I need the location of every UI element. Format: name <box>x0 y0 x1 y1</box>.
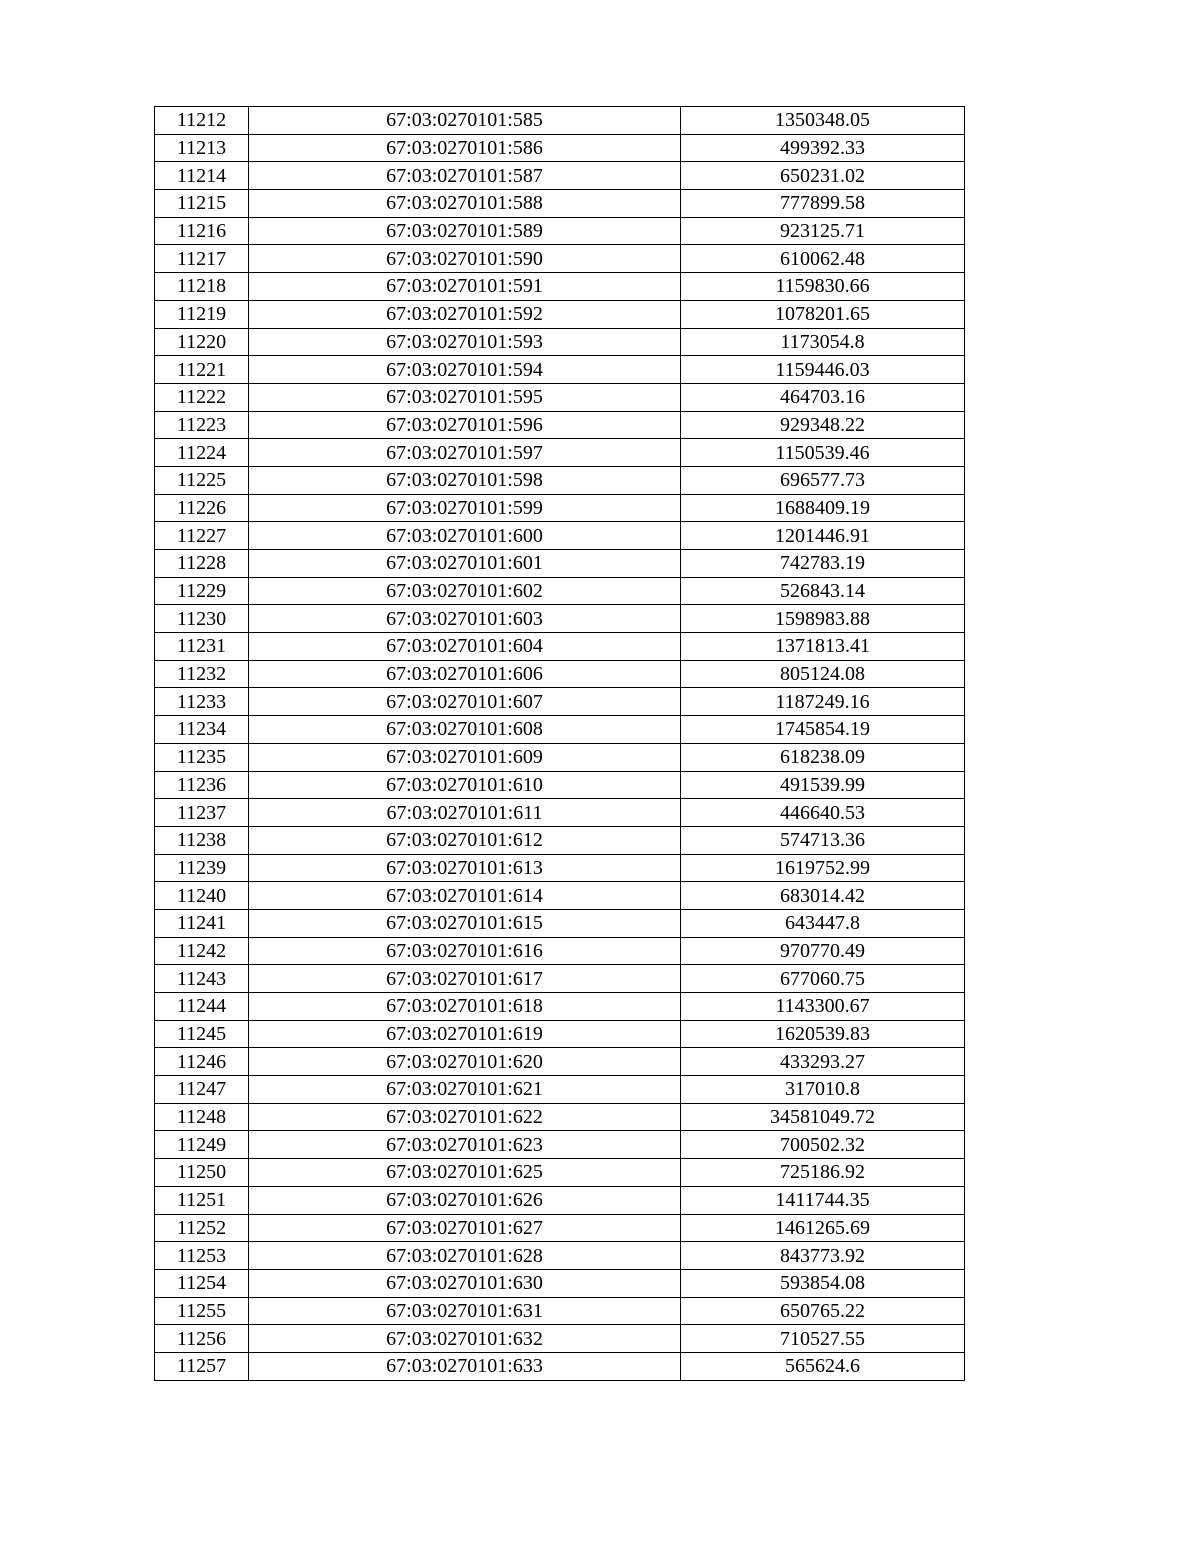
table-row <box>155 328 965 356</box>
row-number-cell: 11238 <box>155 826 249 854</box>
cadastral-number-cell: 67:03:0270101:621 <box>249 1076 681 1104</box>
row-number-cell: 11252 <box>155 1214 249 1242</box>
cadastral-value-cell: 777899.58 <box>681 190 965 218</box>
cadastral-number-cell: 67:03:0270101:625 <box>249 1159 681 1187</box>
table-row <box>155 965 965 993</box>
cadastral-value-cell: 574713.36 <box>681 826 965 854</box>
cadastral-value-cell: 1143300.67 <box>681 993 965 1021</box>
table-row <box>155 1352 965 1380</box>
row-number-cell: 11245 <box>155 1020 249 1048</box>
cadastral-value-cell: 464703.16 <box>681 383 965 411</box>
cadastral-number-cell: 67:03:0270101:623 <box>249 1131 681 1159</box>
row-number-cell: 11251 <box>155 1186 249 1214</box>
cadastral-value-cell: 1461265.69 <box>681 1214 965 1242</box>
cadastral-value-cell: 1078201.65 <box>681 300 965 328</box>
table-row <box>155 439 965 467</box>
row-number-cell: 11223 <box>155 411 249 439</box>
table-row <box>155 688 965 716</box>
row-number-cell: 11248 <box>155 1103 249 1131</box>
row-number-cell: 11228 <box>155 550 249 578</box>
cadastral-value-cell: 683014.42 <box>681 882 965 910</box>
cadastral-number-cell: 67:03:0270101:630 <box>249 1269 681 1297</box>
cadastral-value-cell: 317010.8 <box>681 1076 965 1104</box>
row-number-cell: 11240 <box>155 882 249 910</box>
table-row <box>155 300 965 328</box>
cadastral-value-cell: 1350348.05 <box>681 107 965 135</box>
cadastral-number-cell: 67:03:0270101:632 <box>249 1325 681 1353</box>
cadastral-number-cell: 67:03:0270101:612 <box>249 826 681 854</box>
cadastral-number-cell: 67:03:0270101:609 <box>249 743 681 771</box>
table-row <box>155 356 965 384</box>
cadastral-value-cell: 1150539.46 <box>681 439 965 467</box>
cadastral-value-cell: 970770.49 <box>681 937 965 965</box>
table-row <box>155 466 965 494</box>
row-number-cell: 11227 <box>155 522 249 550</box>
row-number-cell: 11242 <box>155 937 249 965</box>
cadastral-value-cell: 643447.8 <box>681 909 965 937</box>
cadastral-value-cell: 1159830.66 <box>681 273 965 301</box>
cadastral-value-cell: 565624.6 <box>681 1352 965 1380</box>
cadastral-number-cell: 67:03:0270101:591 <box>249 273 681 301</box>
cadastral-value-cell: 526843.14 <box>681 577 965 605</box>
row-number-cell: 11232 <box>155 660 249 688</box>
row-number-cell: 11231 <box>155 633 249 661</box>
row-number-cell: 11234 <box>155 716 249 744</box>
row-number-cell: 11237 <box>155 799 249 827</box>
cadastral-value-cell: 1173054.8 <box>681 328 965 356</box>
cadastral-value-cell: 1371813.41 <box>681 633 965 661</box>
row-number-cell: 11218 <box>155 273 249 301</box>
row-number-cell: 11255 <box>155 1297 249 1325</box>
cadastral-number-cell: 67:03:0270101:628 <box>249 1242 681 1270</box>
table-row <box>155 1214 965 1242</box>
cadastral-number-cell: 67:03:0270101:618 <box>249 993 681 1021</box>
cadastral-value-cell: 491539.99 <box>681 771 965 799</box>
table-row <box>155 1242 965 1270</box>
table-row <box>155 107 965 135</box>
row-number-cell: 11247 <box>155 1076 249 1104</box>
row-number-cell: 11222 <box>155 383 249 411</box>
cadastral-number-cell: 67:03:0270101:607 <box>249 688 681 716</box>
cadastral-value-cell: 1745854.19 <box>681 716 965 744</box>
table-row <box>155 273 965 301</box>
cadastral-value-cell: 677060.75 <box>681 965 965 993</box>
cadastral-value-table <box>154 106 965 1381</box>
row-number-cell: 11233 <box>155 688 249 716</box>
cadastral-number-cell: 67:03:0270101:588 <box>249 190 681 218</box>
row-number-cell: 11246 <box>155 1048 249 1076</box>
table-row <box>155 162 965 190</box>
table-row <box>155 854 965 882</box>
table-row <box>155 771 965 799</box>
table-row <box>155 1048 965 1076</box>
row-number-cell: 11217 <box>155 245 249 273</box>
row-number-cell: 11244 <box>155 993 249 1021</box>
cadastral-number-cell: 67:03:0270101:615 <box>249 909 681 937</box>
row-number-cell: 11253 <box>155 1242 249 1270</box>
cadastral-number-cell: 67:03:0270101:603 <box>249 605 681 633</box>
cadastral-value-cell: 742783.19 <box>681 550 965 578</box>
cadastral-value-cell: 710527.55 <box>681 1325 965 1353</box>
cadastral-number-cell: 67:03:0270101:587 <box>249 162 681 190</box>
cadastral-number-cell: 67:03:0270101:626 <box>249 1186 681 1214</box>
table-row <box>155 383 965 411</box>
table-row <box>155 550 965 578</box>
row-number-cell: 11243 <box>155 965 249 993</box>
cadastral-number-cell: 67:03:0270101:589 <box>249 217 681 245</box>
cadastral-value-cell: 700502.32 <box>681 1131 965 1159</box>
cadastral-value-cell: 843773.92 <box>681 1242 965 1270</box>
table-row <box>155 937 965 965</box>
table-row <box>155 577 965 605</box>
cadastral-value-cell: 696577.73 <box>681 466 965 494</box>
cadastral-number-cell: 67:03:0270101:604 <box>249 633 681 661</box>
cadastral-number-cell: 67:03:0270101:585 <box>249 107 681 135</box>
row-number-cell: 11225 <box>155 466 249 494</box>
row-number-cell: 11250 <box>155 1159 249 1187</box>
table-row <box>155 743 965 771</box>
table-row <box>155 494 965 522</box>
cadastral-number-cell: 67:03:0270101:602 <box>249 577 681 605</box>
table-row <box>155 245 965 273</box>
table-row <box>155 1325 965 1353</box>
cadastral-number-cell: 67:03:0270101:620 <box>249 1048 681 1076</box>
cadastral-number-cell: 67:03:0270101:608 <box>249 716 681 744</box>
cadastral-value-cell: 923125.71 <box>681 217 965 245</box>
cadastral-value-cell: 1187249.16 <box>681 688 965 716</box>
cadastral-number-cell: 67:03:0270101:627 <box>249 1214 681 1242</box>
cadastral-number-cell: 67:03:0270101:606 <box>249 660 681 688</box>
cadastral-value-cell: 610062.48 <box>681 245 965 273</box>
table-row <box>155 882 965 910</box>
row-number-cell: 11219 <box>155 300 249 328</box>
row-number-cell: 11235 <box>155 743 249 771</box>
cadastral-number-cell: 67:03:0270101:598 <box>249 466 681 494</box>
cadastral-value-cell: 593854.08 <box>681 1269 965 1297</box>
table-row <box>155 660 965 688</box>
cadastral-number-cell: 67:03:0270101:596 <box>249 411 681 439</box>
row-number-cell: 11216 <box>155 217 249 245</box>
cadastral-number-cell: 67:03:0270101:616 <box>249 937 681 965</box>
cadastral-number-cell: 67:03:0270101:633 <box>249 1352 681 1380</box>
cadastral-value-cell: 1619752.99 <box>681 854 965 882</box>
table-row <box>155 1159 965 1187</box>
cadastral-value-cell: 618238.09 <box>681 743 965 771</box>
table-row <box>155 1131 965 1159</box>
cadastral-value-cell: 1688409.19 <box>681 494 965 522</box>
row-number-cell: 11256 <box>155 1325 249 1353</box>
row-number-cell: 11236 <box>155 771 249 799</box>
table-row <box>155 909 965 937</box>
table-row <box>155 1269 965 1297</box>
row-number-cell: 11220 <box>155 328 249 356</box>
cadastral-number-cell: 67:03:0270101:600 <box>249 522 681 550</box>
table-row <box>155 1020 965 1048</box>
cadastral-value-cell: 805124.08 <box>681 660 965 688</box>
cadastral-value-cell: 433293.27 <box>681 1048 965 1076</box>
row-number-cell: 11226 <box>155 494 249 522</box>
row-number-cell: 11215 <box>155 190 249 218</box>
table-row <box>155 1103 965 1131</box>
cadastral-value-cell: 446640.53 <box>681 799 965 827</box>
row-number-cell: 11230 <box>155 605 249 633</box>
cadastral-number-cell: 67:03:0270101:622 <box>249 1103 681 1131</box>
cadastral-number-cell: 67:03:0270101:619 <box>249 1020 681 1048</box>
table-row <box>155 1186 965 1214</box>
table-row <box>155 1297 965 1325</box>
cadastral-number-cell: 67:03:0270101:586 <box>249 134 681 162</box>
table-row <box>155 134 965 162</box>
row-number-cell: 11254 <box>155 1269 249 1297</box>
table-row <box>155 411 965 439</box>
table-row <box>155 605 965 633</box>
cadastral-number-cell: 67:03:0270101:595 <box>249 383 681 411</box>
row-number-cell: 11249 <box>155 1131 249 1159</box>
cadastral-number-cell: 67:03:0270101:614 <box>249 882 681 910</box>
row-number-cell: 11221 <box>155 356 249 384</box>
cadastral-number-cell: 67:03:0270101:613 <box>249 854 681 882</box>
cadastral-number-cell: 67:03:0270101:590 <box>249 245 681 273</box>
table-row <box>155 993 965 1021</box>
table-row <box>155 716 965 744</box>
row-number-cell: 11213 <box>155 134 249 162</box>
row-number-cell: 11241 <box>155 909 249 937</box>
table-row <box>155 190 965 218</box>
cadastral-number-cell: 67:03:0270101:593 <box>249 328 681 356</box>
row-number-cell: 11212 <box>155 107 249 135</box>
table-row <box>155 633 965 661</box>
cadastral-value-cell: 1201446.91 <box>681 522 965 550</box>
cadastral-value-cell: 929348.22 <box>681 411 965 439</box>
cadastral-value-cell: 1159446.03 <box>681 356 965 384</box>
cadastral-value-cell: 1598983.88 <box>681 605 965 633</box>
row-number-cell: 11257 <box>155 1352 249 1380</box>
table-row <box>155 826 965 854</box>
table-body <box>155 107 965 1381</box>
row-number-cell: 11224 <box>155 439 249 467</box>
cadastral-number-cell: 67:03:0270101:592 <box>249 300 681 328</box>
cadastral-value-cell: 725186.92 <box>681 1159 965 1187</box>
table-row <box>155 799 965 827</box>
table-row <box>155 217 965 245</box>
cadastral-number-cell: 67:03:0270101:597 <box>249 439 681 467</box>
cadastral-number-cell: 67:03:0270101:611 <box>249 799 681 827</box>
row-number-cell: 11229 <box>155 577 249 605</box>
cadastral-number-cell: 67:03:0270101:594 <box>249 356 681 384</box>
cadastral-number-cell: 67:03:0270101:601 <box>249 550 681 578</box>
cadastral-value-cell: 34581049.72 <box>681 1103 965 1131</box>
cadastral-value-cell: 1411744.35 <box>681 1186 965 1214</box>
row-number-cell: 11239 <box>155 854 249 882</box>
cadastral-number-cell: 67:03:0270101:599 <box>249 494 681 522</box>
cadastral-value-cell: 499392.33 <box>681 134 965 162</box>
cadastral-number-cell: 67:03:0270101:617 <box>249 965 681 993</box>
cadastral-value-cell: 650765.22 <box>681 1297 965 1325</box>
cadastral-value-cell: 650231.02 <box>681 162 965 190</box>
cadastral-value-cell: 1620539.83 <box>681 1020 965 1048</box>
table-row <box>155 522 965 550</box>
cadastral-number-cell: 67:03:0270101:631 <box>249 1297 681 1325</box>
cadastral-number-cell: 67:03:0270101:610 <box>249 771 681 799</box>
row-number-cell: 11214 <box>155 162 249 190</box>
table-row <box>155 1076 965 1104</box>
